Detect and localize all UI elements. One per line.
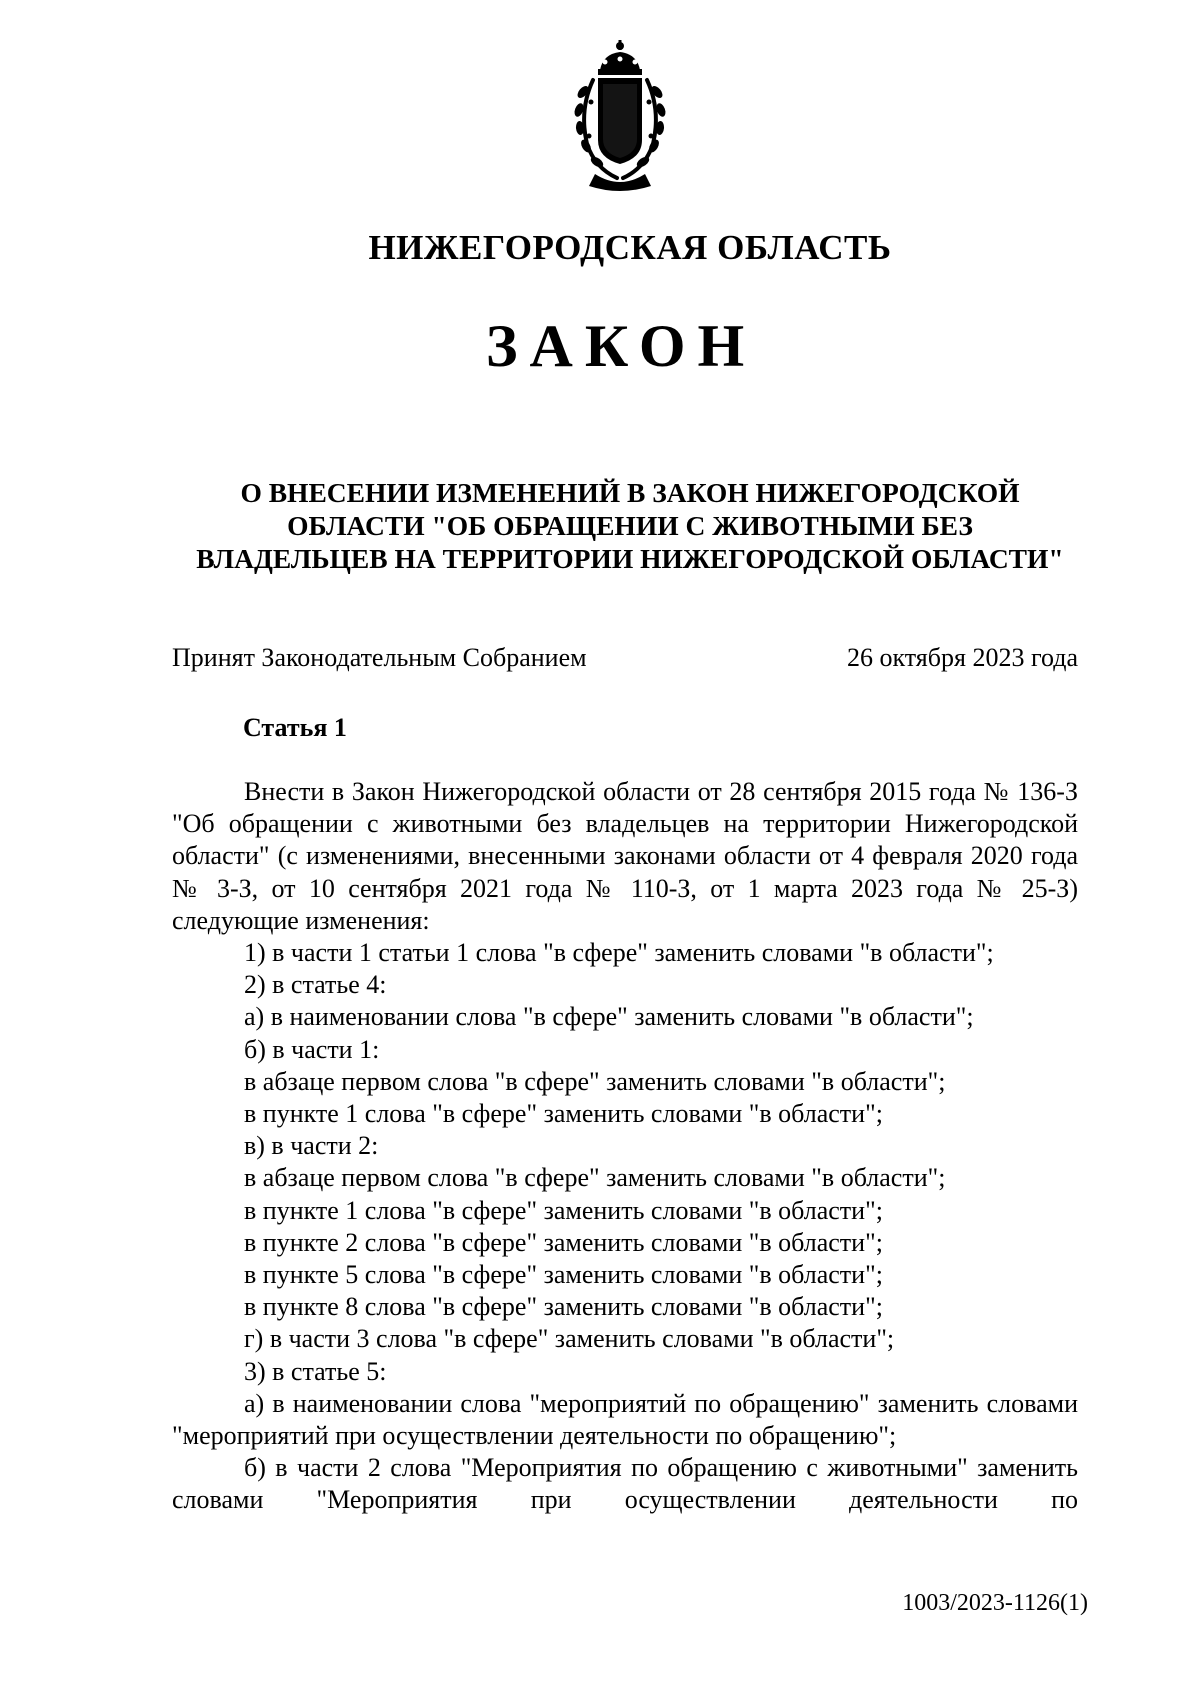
document-code: 1003/2023-1126(1) [902, 1590, 1088, 1616]
law-title [150, 476, 1110, 575]
amendment-item-3b: б) в части 2 слова "Мероприятия по обращению с животными" заменить словами "Мероприятия при осуществлении деятельности по [172, 1453, 1078, 1515]
document-type-heading: ЗАКОН [485, 313, 757, 379]
adopted-by: Принят Законодательным Собранием [172, 643, 587, 672]
coat-of-arms-emblem [565, 40, 675, 192]
amendment-item: в пункте 2 слова "в сфере" заменить словами "в области"; [244, 1227, 883, 1257]
law-title-line: О ВНЕСЕНИИ ИЗМЕНЕНИЙ В ЗАКОН НИЖЕГОРОДСКОЙ [240, 477, 1020, 508]
amendment-item: а) в наименовании слова "в сфере" заменить словами "в области"; [244, 1002, 974, 1032]
adoption-date: 26 октября 2023 года [847, 643, 1078, 672]
amendment-item: в пункте 1 слова "в сфере" заменить словами "в области"; [244, 1195, 883, 1225]
article-body [172, 776, 1078, 1517]
amendment-item: 3) в статье 5: [244, 1356, 387, 1386]
amendment-item: 2) в статье 4: [244, 970, 387, 1000]
article-intro-paragraph: Внести в Закон Нижегородской области от 28 сентября 2015 года № 136-З "Об обращении с животными без владельцев на территории Нижегородской области" (с изменениями, внесенными законами области от 4 февраля 2020 года № 3-З, от 10 сентября 2021 года № 110-З, от 1 марта 2023 года № 25-З) следующие изменения: [172, 777, 1078, 935]
amendment-item: б) в части 1: [244, 1034, 380, 1064]
adoption-line [172, 643, 1078, 673]
amendment-item: в) в части 2: [244, 1131, 379, 1161]
amendment-item: в абзаце первом слова "в сфере" заменить словами "в области"; [244, 1163, 946, 1193]
amendment-item: г) в части 3 слова "в сфере" заменить словами "в области"; [244, 1324, 895, 1354]
law-title-line: ВЛАДЕЛЬЦЕВ НА ТЕРРИТОРИИ НИЖЕГОРОДСКОЙ ОБЛАСТИ" [196, 543, 1064, 574]
amendment-item-3a: а) в наименовании слова "мероприятий по обращению" заменить словами "мероприятий при осуществлении деятельности по обращению"; [172, 1388, 1078, 1451]
amendment-item: в абзаце первом слова "в сфере" заменить словами "в области"; [244, 1066, 946, 1096]
article-heading: Статья 1 [243, 713, 347, 742]
amendment-item: в пункте 5 слова "в сфере" заменить словами "в области"; [244, 1260, 883, 1290]
region-title: НИЖЕГОРОДСКАЯ ОБЛАСТЬ [368, 228, 892, 267]
amendment-item: в пункте 1 слова "в сфере" заменить словами "в области"; [244, 1099, 883, 1129]
amendment-item: в пункте 8 слова "в сфере" заменить словами "в области"; [244, 1292, 883, 1322]
law-title-line: ОБЛАСТИ "ОБ ОБРАЩЕНИИ С ЖИВОТНЫМИ БЕЗ [287, 510, 973, 541]
amendment-item: 1) в части 1 статьи 1 слова "в сфере" заменить словами "в области"; [244, 938, 994, 968]
